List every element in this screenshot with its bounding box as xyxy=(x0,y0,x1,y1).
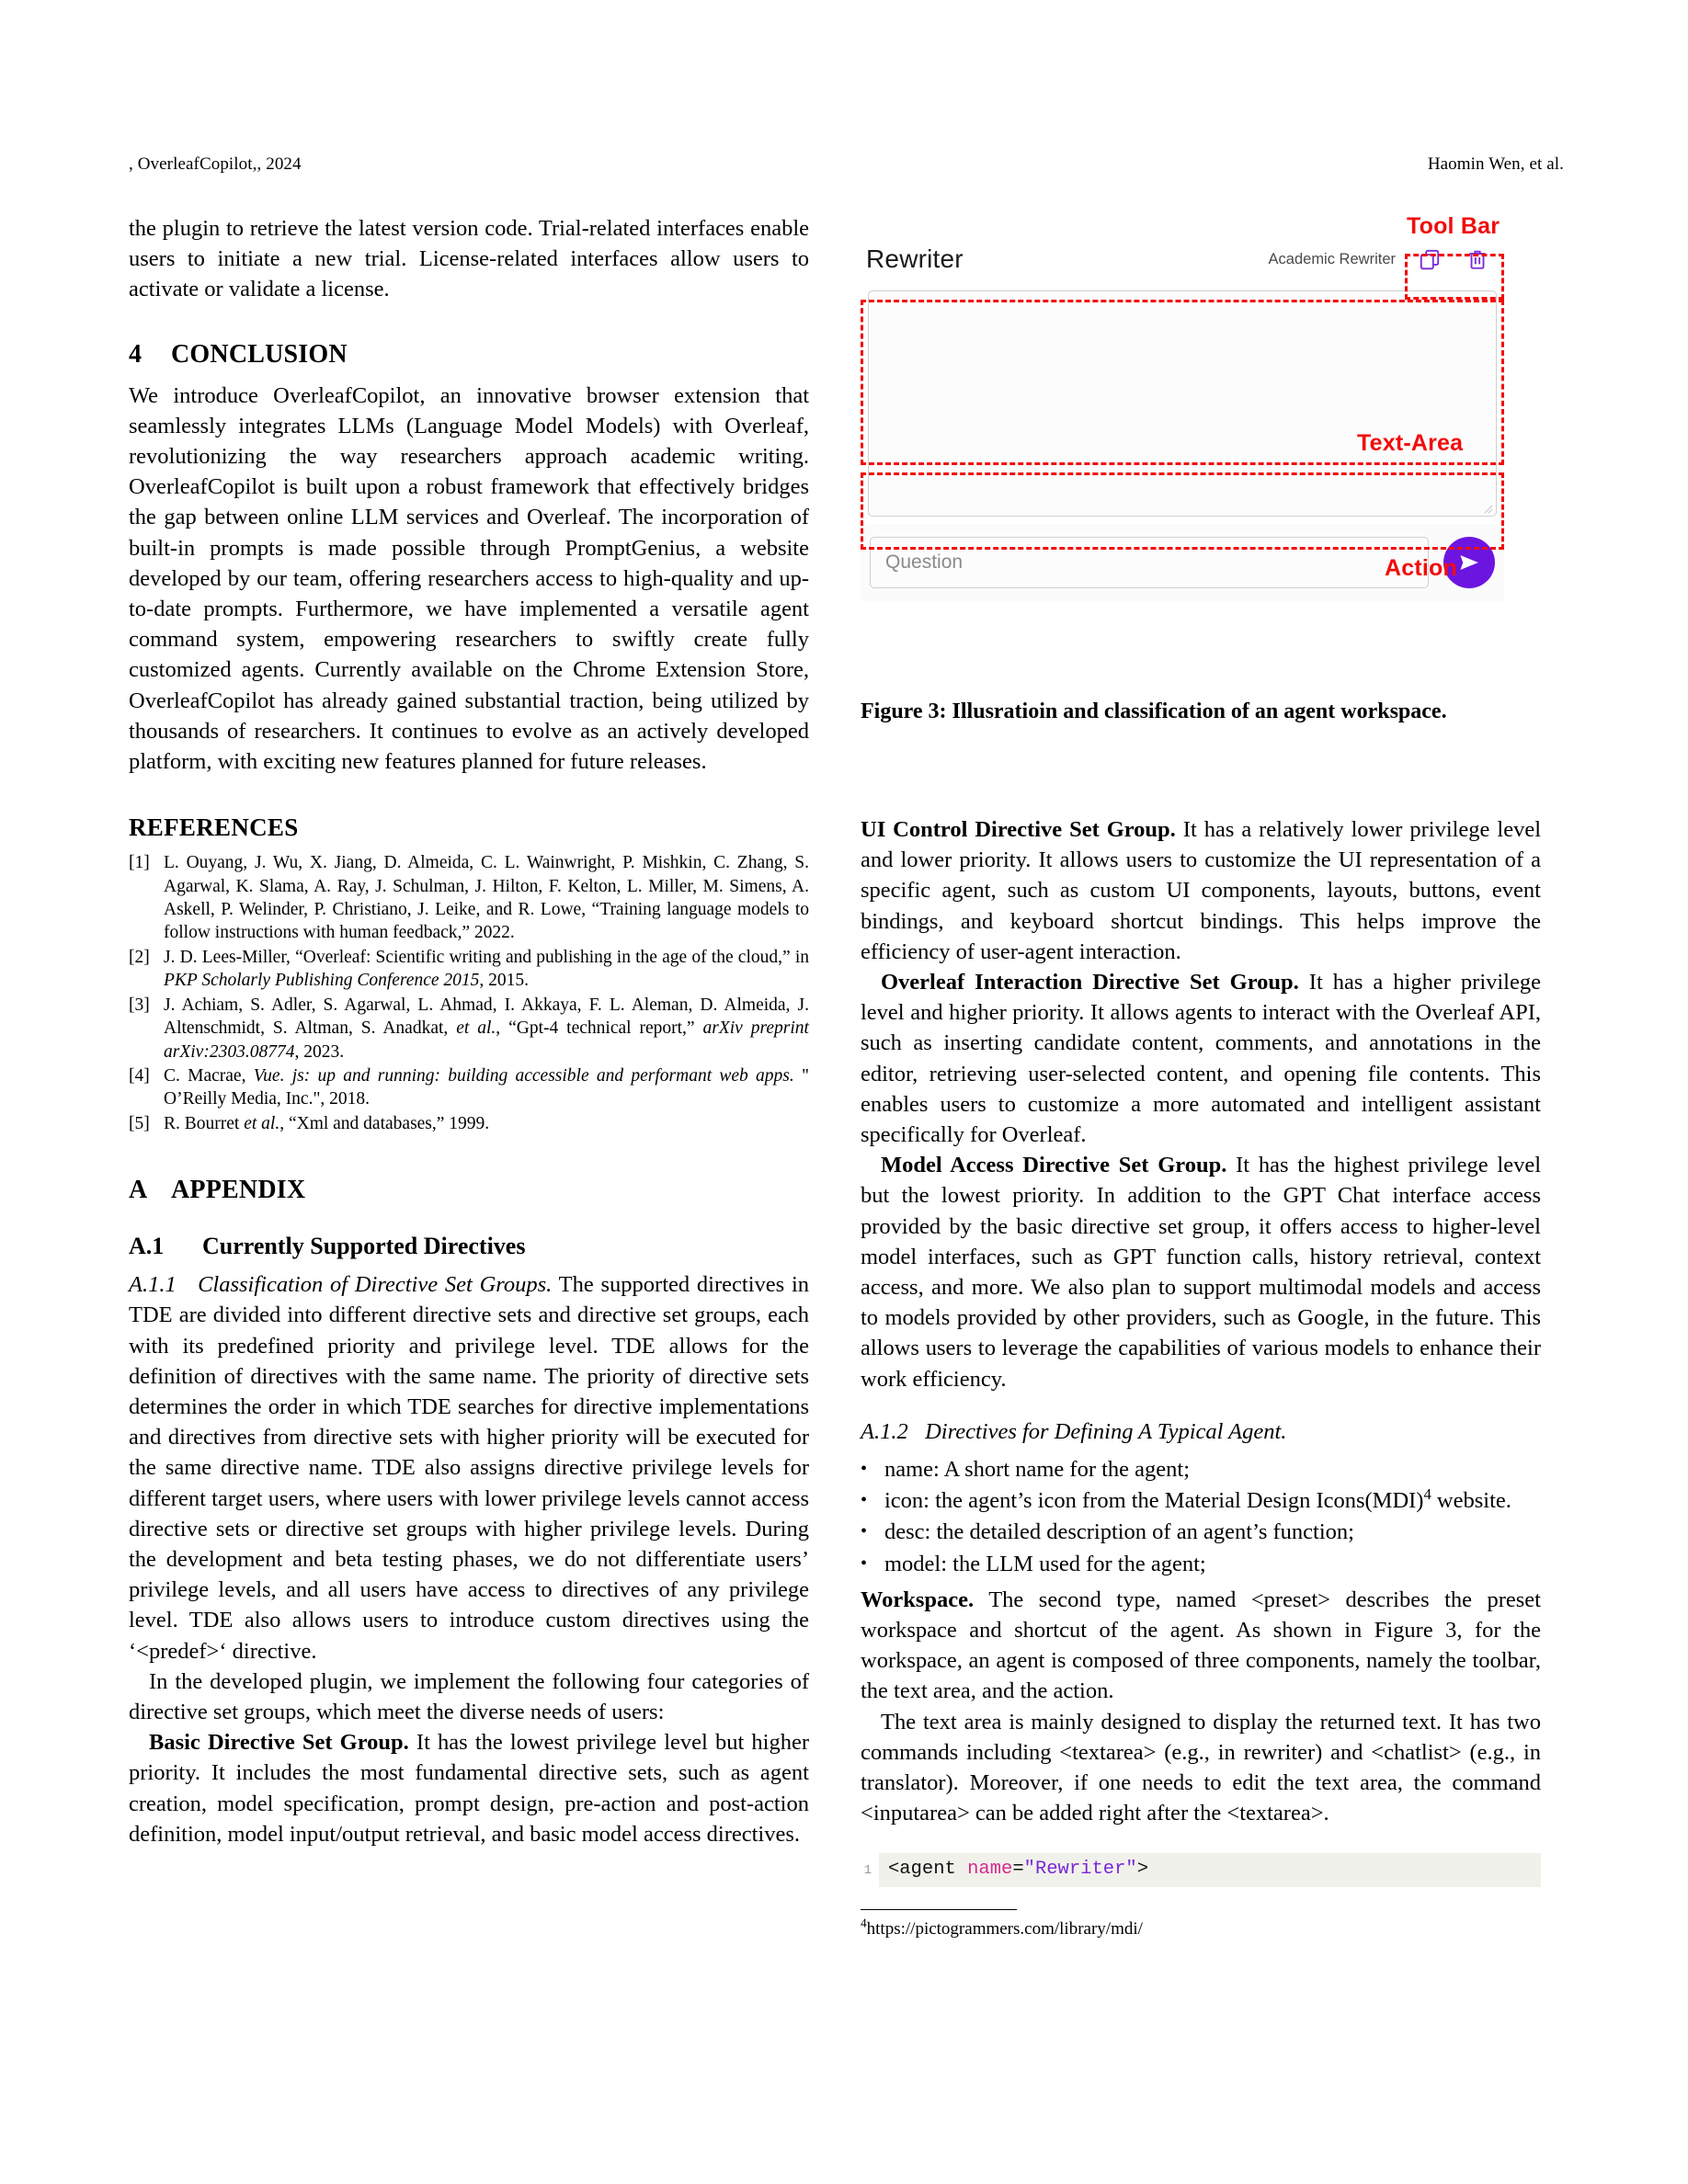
section-title: CONCLUSION xyxy=(171,339,348,369)
text-area-input[interactable] xyxy=(868,290,1497,517)
overleaf-interaction-label: Overleaf Interaction Directive Set Group. xyxy=(881,970,1299,995)
workspace-body: The second type, named <preset> describes the preset workspace and shortcut of the agent. As shown in Figure 3, for the workspace, an agent is composed of three components, namely the toolbar, the text area, and the action. xyxy=(861,1587,1541,1704)
bullet-text: desc: the detailed description of an agent’s function; xyxy=(884,1519,1354,1545)
agent-workspace-mockup xyxy=(861,233,1504,601)
model-access-label: Model Access Directive Set Group. xyxy=(881,1153,1227,1178)
trash-icon[interactable] xyxy=(1466,247,1489,271)
reference-number: [5] xyxy=(129,1113,150,1133)
workspace-label: Workspace. xyxy=(861,1587,975,1612)
footnote-rule xyxy=(861,1909,1017,1910)
references-heading: REFERENCES xyxy=(129,813,299,842)
reference-text: L. Ouyang, J. Wu, X. Jiang, D. Almeida, C. L. Wainwright, P. Mishkin, C. Zhang, S. Agarwal, K. Slama, A. Ray, J. Schulman, J. Hilton, F. Kelton, L. Miller, M. Simens, A. Askell, P. Welinder, P. Christiano, J. Leike, and R. Lowe, “Training language models to follow instructions with human feedback,” 2022. xyxy=(164,853,809,943)
tool-bar xyxy=(1409,244,1499,275)
two-column-layout xyxy=(129,213,1564,1941)
reference-text: J. D. Lees-Miller, “Overleaf: Scientific writing and publishing in the age of the cloud,” in PKP Scholarly Publishing Conference 2015, 2015. xyxy=(164,947,809,991)
bullet-item xyxy=(861,1517,1541,1547)
footnote-text: https://pictogrammers.com/library/mdi/ xyxy=(866,1918,1143,1939)
a11-number: A.1.1 xyxy=(129,1272,177,1298)
bullet-item xyxy=(861,1454,1541,1484)
question-input[interactable] xyxy=(870,537,1429,588)
basic-group-label: Basic Directive Set Group. xyxy=(149,1730,409,1756)
section-heading-appendix xyxy=(129,1176,809,1205)
question-placeholder: Question xyxy=(885,552,964,573)
subsection-number: A.1 xyxy=(129,1233,165,1260)
a12-title: Directives for Defining A Typical Agent. xyxy=(925,1418,1287,1444)
appendix-title: APPENDIX xyxy=(171,1176,306,1205)
textarea-annotation-label: Text-Area xyxy=(1357,430,1464,456)
action-annotation-label: Action xyxy=(1385,555,1457,581)
ui-control-label: UI Control Directive Set Group. xyxy=(861,817,1176,842)
a12-number: A.1.2 xyxy=(861,1418,908,1444)
reference-item xyxy=(129,946,809,993)
bullet-text: model: the LLM used for the agent; xyxy=(884,1551,1206,1576)
reference-text: C. Macrae, Vue. js: up and running: building accessible and performant web apps. " O’Reilly Media, Inc.", 2018. xyxy=(164,1065,809,1109)
continued-paragraph: the plugin to retrieve the latest version code. Trial-related interfaces enable users to initiate a new trial. License-related interfaces allow users to activate or validate a license. xyxy=(129,216,809,302)
code-line-number: 1 xyxy=(863,1862,872,1878)
subsection-heading-directives xyxy=(129,1233,809,1260)
code-line xyxy=(879,1853,1541,1887)
mockup-header xyxy=(861,233,1504,285)
footnote xyxy=(861,1917,1541,1941)
copy-icon[interactable] xyxy=(1418,247,1442,271)
ui-control-paragraph xyxy=(861,814,1541,967)
overleaf-interaction-body: It has a higher privilege level and higher priority. It allows agents to interact with the Overleaf API, such as inserting candidate content, comments, and annotations in the editor, retrieving user-selected content, and opening file contents. This enables users to customize a more automated and intelligent assistant specifically for Overleaf. xyxy=(861,970,1541,1148)
text-area-block xyxy=(861,285,1504,524)
left-column xyxy=(129,213,809,1849)
footnote-reference: 4 xyxy=(1423,1485,1431,1504)
reference-number: [4] xyxy=(129,1065,150,1086)
agent-directive-bullets xyxy=(861,1454,1541,1579)
agent-title: Rewriter xyxy=(866,245,964,273)
model-access-body: It has the highest privilege level but the lowest priority. In addition to the GPT Chat interface access provided by the basic directive set group, it offers access to higher-level model interfaces, such as GPT function calls, history retrieval, context access, and more. We also plan to support multimodal models and access to models provided by other providers, such as Google, in the future. This allows users to leverage the capabilities of various models to enhance their work efficiency. xyxy=(861,1153,1541,1392)
overleaf-interaction-paragraph xyxy=(861,967,1541,1150)
code-token-equals: = xyxy=(1012,1858,1024,1880)
bullet-text: name: A short name for the agent; xyxy=(884,1457,1191,1483)
appendix-number: A xyxy=(129,1176,148,1205)
a11-title: Classification of Directive Set Groups. xyxy=(198,1272,553,1298)
code-token-tag-close: > xyxy=(1136,1858,1148,1880)
workspace-paragraph xyxy=(861,1585,1541,1707)
code-token-tag: <agent xyxy=(888,1858,968,1880)
conclusion-paragraph: We introduce OverleafCopilot, an innovative browser extension that seamlessly integrates LLMs (Language Model Models) with Overleaf, revolutionizing the way researchers approach academic writing. OverleafCopilot is built upon a robust framework that effectively bridges the gap between online LLM services and Overleaf. The incorporation of built-in prompts is made possible through PromptGenius, a website developed by our team, offering researchers access to high-quality and up-to-date prompts. Furthermore, we have implemented a versatile agent command system, empowering researchers to swiftly create fully customized agents. Currently available on the Chrome Extension Store, OverleafCopilot has already gained substantial traction, being utilized by thousands of researchers. It continues to evolve as an actively developed platform, with exciting new features planned for future releases. xyxy=(129,382,809,775)
figure-caption: Figure 3: Illusratioin and classification of an agent workspace. xyxy=(861,700,1447,723)
reference-number: [2] xyxy=(129,947,150,967)
a12-heading xyxy=(861,1416,1541,1447)
bullet-dot-icon: • xyxy=(861,1521,868,1542)
mockup-header-right xyxy=(1269,244,1499,275)
reference-text: R. Bourret et al., “Xml and databases,” 1999. xyxy=(164,1113,490,1133)
section-number: 4 xyxy=(129,339,143,369)
toolbar-annotation-label: Tool Bar xyxy=(1407,213,1500,239)
textarea-paragraph: The text area is mainly designed to display the returned text. It has two commands including <textarea> (e.g., in rewriter) and <chatlist> (e.g., in translator). Moreover, if one needs to edit the text area, the command <inputarea> can be added right after the <textarea>. xyxy=(861,1709,1541,1826)
reference-item xyxy=(129,994,809,1064)
basic-group-paragraph xyxy=(129,1727,809,1849)
section-heading-conclusion xyxy=(129,340,809,370)
bullet-text: icon: the agent’s icon from the Material Design Icons(MDI)$^4$ website. xyxy=(884,1485,1511,1514)
reference-text: J. Achiam, S. Adler, S. Agarwal, L. Ahmad, I. Akkaya, F. L. Aleman, D. Almeida, J. Altenschmidt, S. Altman, S. Anadkat, et al., “Gpt-4 technical report,” arXiv preprint arXiv:2303.08774, 2023. xyxy=(164,995,809,1062)
bullet-item xyxy=(861,1549,1541,1579)
ui-control-body: It has a relatively lower privilege level and lower priority. It allows users to customize the UI representation of a specific agent, such as custom UI components, layouts, buttons, event bindings, and keyboard shortcut bindings. This helps improve the efficiency of user-agent interaction. xyxy=(861,817,1541,964)
reference-list xyxy=(129,851,809,1135)
code-token-attr: name xyxy=(967,1858,1013,1880)
basic-group-body: It has the lowest privilege level but higher priority. It includes the most fundamental directive sets, such as agent creation, model specification, prompt design, pre-action and post-action definition, model input/output retrieval, and basic model access directives. xyxy=(129,1730,810,1847)
running-head xyxy=(129,154,1564,175)
right-column xyxy=(861,213,1541,1941)
bullet-item xyxy=(861,1485,1541,1516)
a11-body: The supported directives in TDE are divided into different directive sets and directive set groups, each with its predefined priority and privilege level. TDE allows for the definition of directives with the same name. The priority of directive sets determines the order in which TDE searches for directive implementations and directives from directive sets with higher priority will be executed for the same directive name. TDE also assigns directive privilege levels for different target users, where users with lower privilege levels cannot access directive sets or directive set groups with higher privilege levels. During the development and beta testing phases, we do not differentiate users’ privilege levels, and all users have access to directives of any privilege level. TDE also allows users to introduce custom directives using the ‘<predef>‘ directive. xyxy=(129,1272,810,1664)
send-icon xyxy=(1456,550,1482,575)
agent-subtitle: Academic Rewriter xyxy=(1268,250,1396,267)
code-token-string: "Rewriter" xyxy=(1023,1858,1137,1880)
bullet-dot-icon: • xyxy=(861,1459,868,1480)
reference-item xyxy=(129,1112,809,1135)
reference-number: [1] xyxy=(129,853,150,873)
subsection-title: Currently Supported Directives xyxy=(202,1233,526,1260)
a11-paragraph-2: In the developed plugin, we implement the following four categories of directive set groups, which meet the diverse needs of users: xyxy=(129,1668,809,1724)
figure-3 xyxy=(861,213,1541,791)
bullet-dot-icon: • xyxy=(861,1553,868,1574)
bullet-dot-icon: • xyxy=(861,1490,868,1511)
model-access-paragraph xyxy=(861,1150,1541,1394)
reference-number: [3] xyxy=(129,995,150,1015)
a11-paragraph xyxy=(129,1269,809,1666)
running-head-left: , OverleafCopilot,, 2024 xyxy=(129,154,302,174)
code-listing xyxy=(861,1853,1541,1887)
reference-item xyxy=(129,851,809,945)
footnote-marker: 4 xyxy=(861,1916,867,1930)
resize-grip-icon[interactable] xyxy=(1482,503,1493,514)
running-head-right: Haomin Wen, et al. xyxy=(1427,154,1564,174)
reference-item xyxy=(129,1064,809,1111)
